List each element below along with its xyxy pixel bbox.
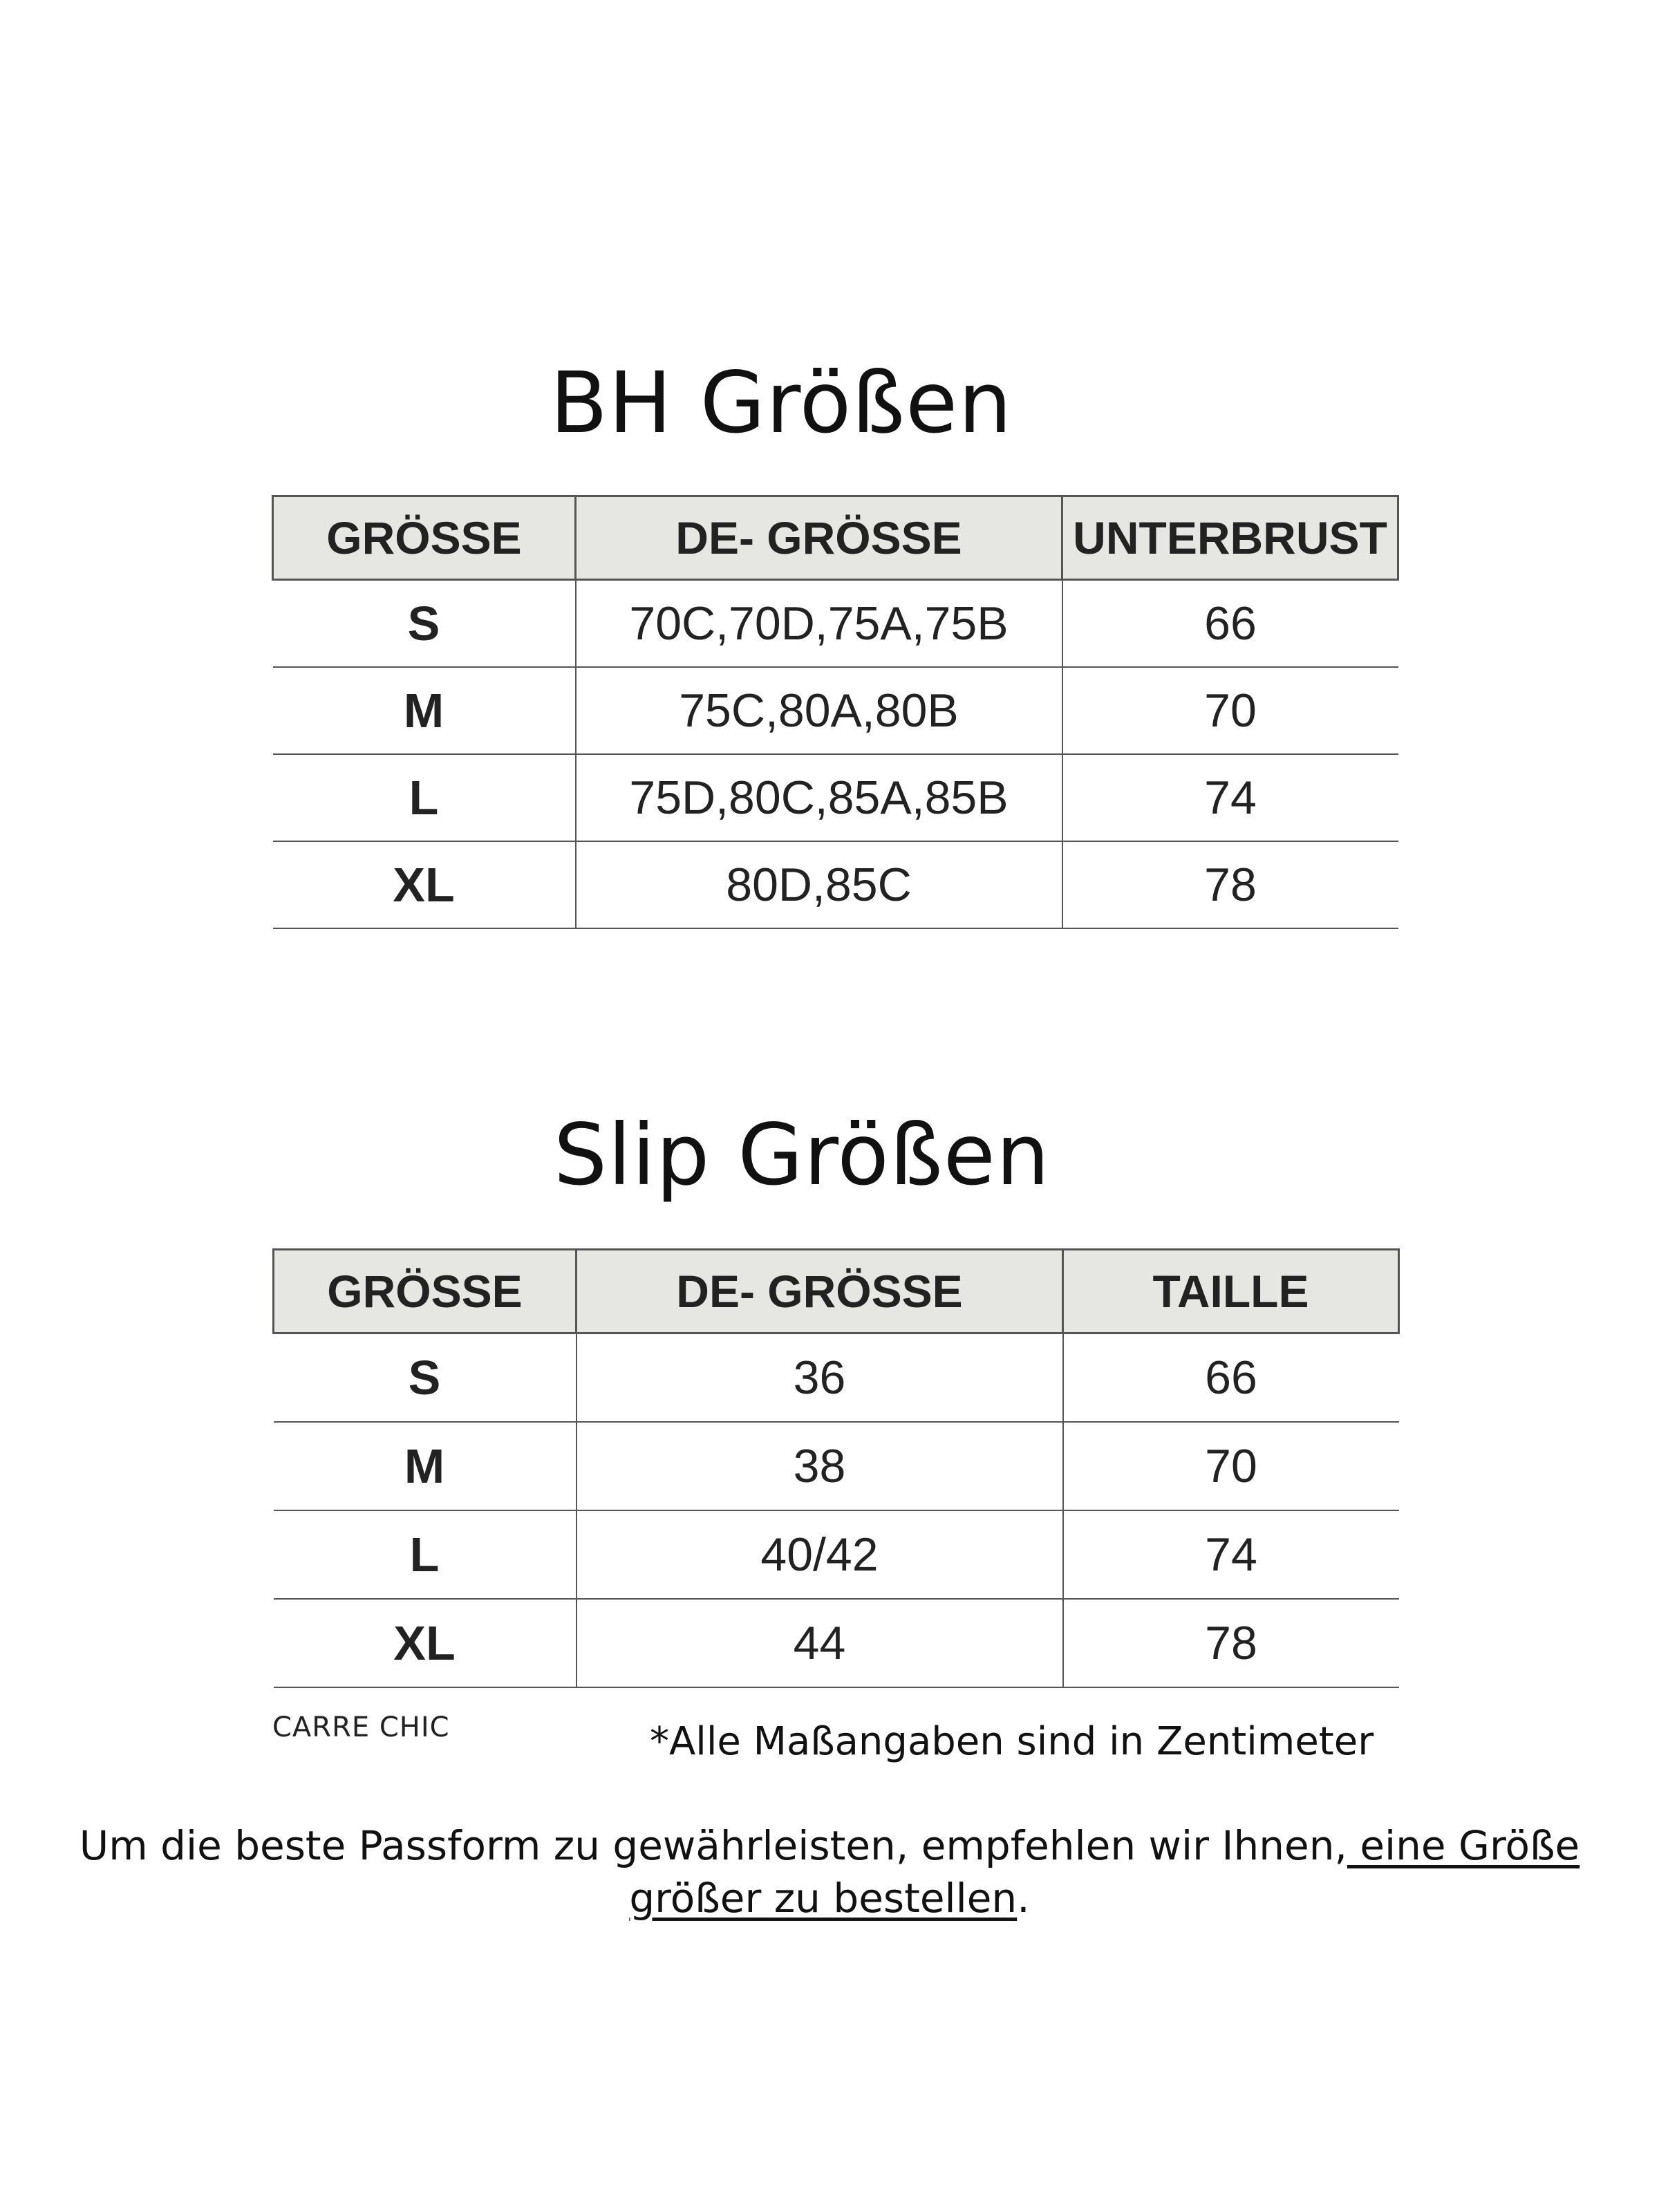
table-row <box>273 841 1398 928</box>
size-cell: S <box>274 1333 577 1423</box>
size-cell: M <box>273 667 576 754</box>
size-advice <box>28 1819 1631 1924</box>
column-header-size: GRÖSSE <box>273 496 576 580</box>
waist-cell: 66 <box>1063 1333 1399 1423</box>
table-row <box>274 1510 1399 1599</box>
size-cell: XL <box>273 841 576 928</box>
slip-size-table <box>272 1248 1400 1688</box>
advice-text: Um die beste Passform zu gewährleisten, empfehlen wir Ihnen, <box>79 1822 1347 1869</box>
de-size-cell: 40/42 <box>577 1510 1063 1599</box>
table-row <box>274 1333 1399 1423</box>
advice-end: . <box>1017 1875 1030 1922</box>
column-header-de-size: DE- GRÖSSE <box>576 496 1062 580</box>
de-size-cell: 75D,80C,85A,85B <box>576 754 1062 841</box>
waist-cell: 78 <box>1063 1599 1399 1687</box>
column-header-waist: TAILLE <box>1063 1250 1399 1333</box>
table-row <box>273 580 1398 668</box>
column-header-de-size: DE- GRÖSSE <box>577 1250 1063 1333</box>
table-header-row <box>273 496 1398 580</box>
advice-link[interactable]: eine Größe größer zu bestellen <box>629 1822 1580 1922</box>
size-cell: L <box>274 1510 577 1599</box>
column-header-size: GRÖSSE <box>274 1250 577 1333</box>
de-size-cell: 80D,85C <box>576 841 1062 928</box>
de-size-cell: 70C,70D,75A,75B <box>576 580 1062 668</box>
bh-sizes-title: BH Größen <box>550 354 1013 452</box>
table-row <box>274 1599 1399 1687</box>
table-row <box>273 667 1398 754</box>
table-row <box>274 1422 1399 1510</box>
underbust-cell: 78 <box>1062 841 1398 928</box>
size-cell: M <box>274 1422 577 1510</box>
de-size-cell: 75C,80A,80B <box>576 667 1062 754</box>
size-cell: L <box>273 754 576 841</box>
bh-size-table <box>272 495 1399 929</box>
measurement-note: *Alle Maßangaben sind in Zentimeter <box>650 1719 1374 1764</box>
de-size-cell: 36 <box>577 1333 1063 1423</box>
underbust-cell: 70 <box>1062 667 1398 754</box>
underbust-cell: 66 <box>1062 580 1398 668</box>
column-header-underbust: UNTERBRUST <box>1062 496 1398 580</box>
table-header-row <box>274 1250 1399 1333</box>
slip-sizes-title: Slip Größen <box>553 1106 1051 1204</box>
de-size-cell: 44 <box>577 1599 1063 1687</box>
brand-label: CARRE CHIC <box>272 1712 450 1743</box>
size-cell: S <box>273 580 576 668</box>
table-row <box>273 754 1398 841</box>
underbust-cell: 74 <box>1062 754 1398 841</box>
waist-cell: 74 <box>1063 1510 1399 1599</box>
waist-cell: 70 <box>1063 1422 1399 1510</box>
de-size-cell: 38 <box>577 1422 1063 1510</box>
size-cell: XL <box>274 1599 577 1687</box>
